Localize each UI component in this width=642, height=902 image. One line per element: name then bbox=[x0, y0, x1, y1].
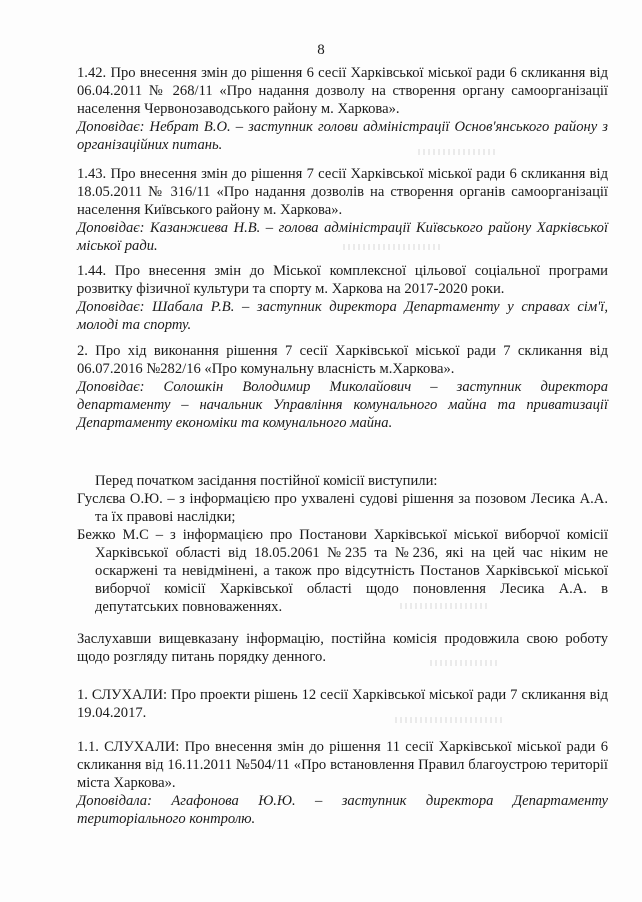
agenda-item-1-42 bbox=[77, 64, 608, 154]
conclusion-paragraph bbox=[77, 630, 608, 666]
agenda-item-text: 1.43. Про внесення змін до рішення 7 сесії Харківської міської ради 6 скликання від 18.05.2011 № 316/11 «Про надання дозволів на створення органів самоорганізації населення Київського району м. Харкова». bbox=[77, 166, 608, 218]
agenda-item-1-43 bbox=[77, 165, 608, 255]
agenda-item-speaker: Доповідає: Казанжиева Н.В. – голова адміністрації Київського району Харківської міської ради. bbox=[77, 220, 608, 254]
agenda-item-1-44 bbox=[77, 262, 608, 334]
speaker-entry: Бежко М.С – з інформацією про Постанови Харківської міської виборчої комісії Харківської області від 18.05.2061 №235 та №236, які на цей час ніким не оскаржені та невідмінені, а також про відсутність Постанов Харківської міської виборчої комісії Харківської області щодо поновлення Лесика А.А. в депутатських повноваженнях. bbox=[77, 527, 608, 615]
scan-noise bbox=[395, 717, 505, 723]
heard-item-1 bbox=[77, 686, 608, 722]
scan-noise bbox=[430, 660, 500, 666]
scan-noise bbox=[400, 603, 490, 609]
heard-item-1-1 bbox=[77, 738, 608, 828]
conclusion-text: Заслухавши вищевказану інформацію, постійна комісія продовжила свою роботу щодо розгляду питань порядку денного. bbox=[77, 631, 608, 665]
intro-text: Перед початком засідання постійної комісії виступили: bbox=[95, 473, 438, 489]
heard-text: 1. СЛУХАЛИ: Про проекти рішень 12 сесії Харківської міської ради 7 скликання від 19.04.2017. bbox=[77, 687, 608, 721]
agenda-item-speaker: Доповідає: Солошкін Володимир Миколайович – заступник директора департаменту – начальник Управління комунального майна та приватизації Департаменту економіки та комунального майна. bbox=[77, 379, 608, 431]
agenda-item-speaker: Доповідає: Шабала Р.В. – заступник директора Департаменту у справах сім'ї, молоді та спорту. bbox=[77, 299, 608, 333]
speakers-before-section bbox=[77, 472, 608, 616]
agenda-item-text: 1.44. Про внесення змін до Міської комплексної цільової соціальної програми розвитку фізичної культури та спорту м. Харкова на 2017-2020 роки. bbox=[77, 263, 608, 297]
agenda-item-text: 1.42. Про внесення змін до рішення 6 сесії Харківської міської ради 6 скликання від 06.04.2011 № 268/11 «Про надання дозволу на створення органу самоорганізації населення Червонозаводського району м. Харкова». bbox=[77, 65, 608, 117]
page-number: 8 bbox=[317, 42, 325, 58]
scan-noise bbox=[343, 244, 443, 250]
heard-speaker: Доповідала: Агафонова Ю.Ю. – заступник директора Департаменту територіального контролю. bbox=[77, 793, 608, 827]
scan-noise bbox=[418, 149, 498, 155]
agenda-item-speaker: Доповідає: Небрат В.О. – заступник голови адміністрації Основ'янського району з організаційних питань. bbox=[77, 119, 608, 153]
heard-text: 1.1. СЛУХАЛИ: Про внесення змін до рішення 11 сесії Харківської міської ради 6 скликання від 16.11.2011 №504/11 «Про встановлення Правил благоустрою території міста Харкова». bbox=[77, 739, 608, 791]
agenda-item-2 bbox=[77, 342, 608, 432]
speaker-entry: Гуслєва О.Ю. – з інформацією про ухвалені судові рішення за позовом Лесика А.А. та їх правові наслідки; bbox=[77, 491, 608, 525]
agenda-item-text: 2. Про хід виконання рішення 7 сесії Харківської міської ради 7 скликання від 06.07.2016 №282/16 «Про комунальну власність м.Харкова». bbox=[77, 343, 608, 377]
